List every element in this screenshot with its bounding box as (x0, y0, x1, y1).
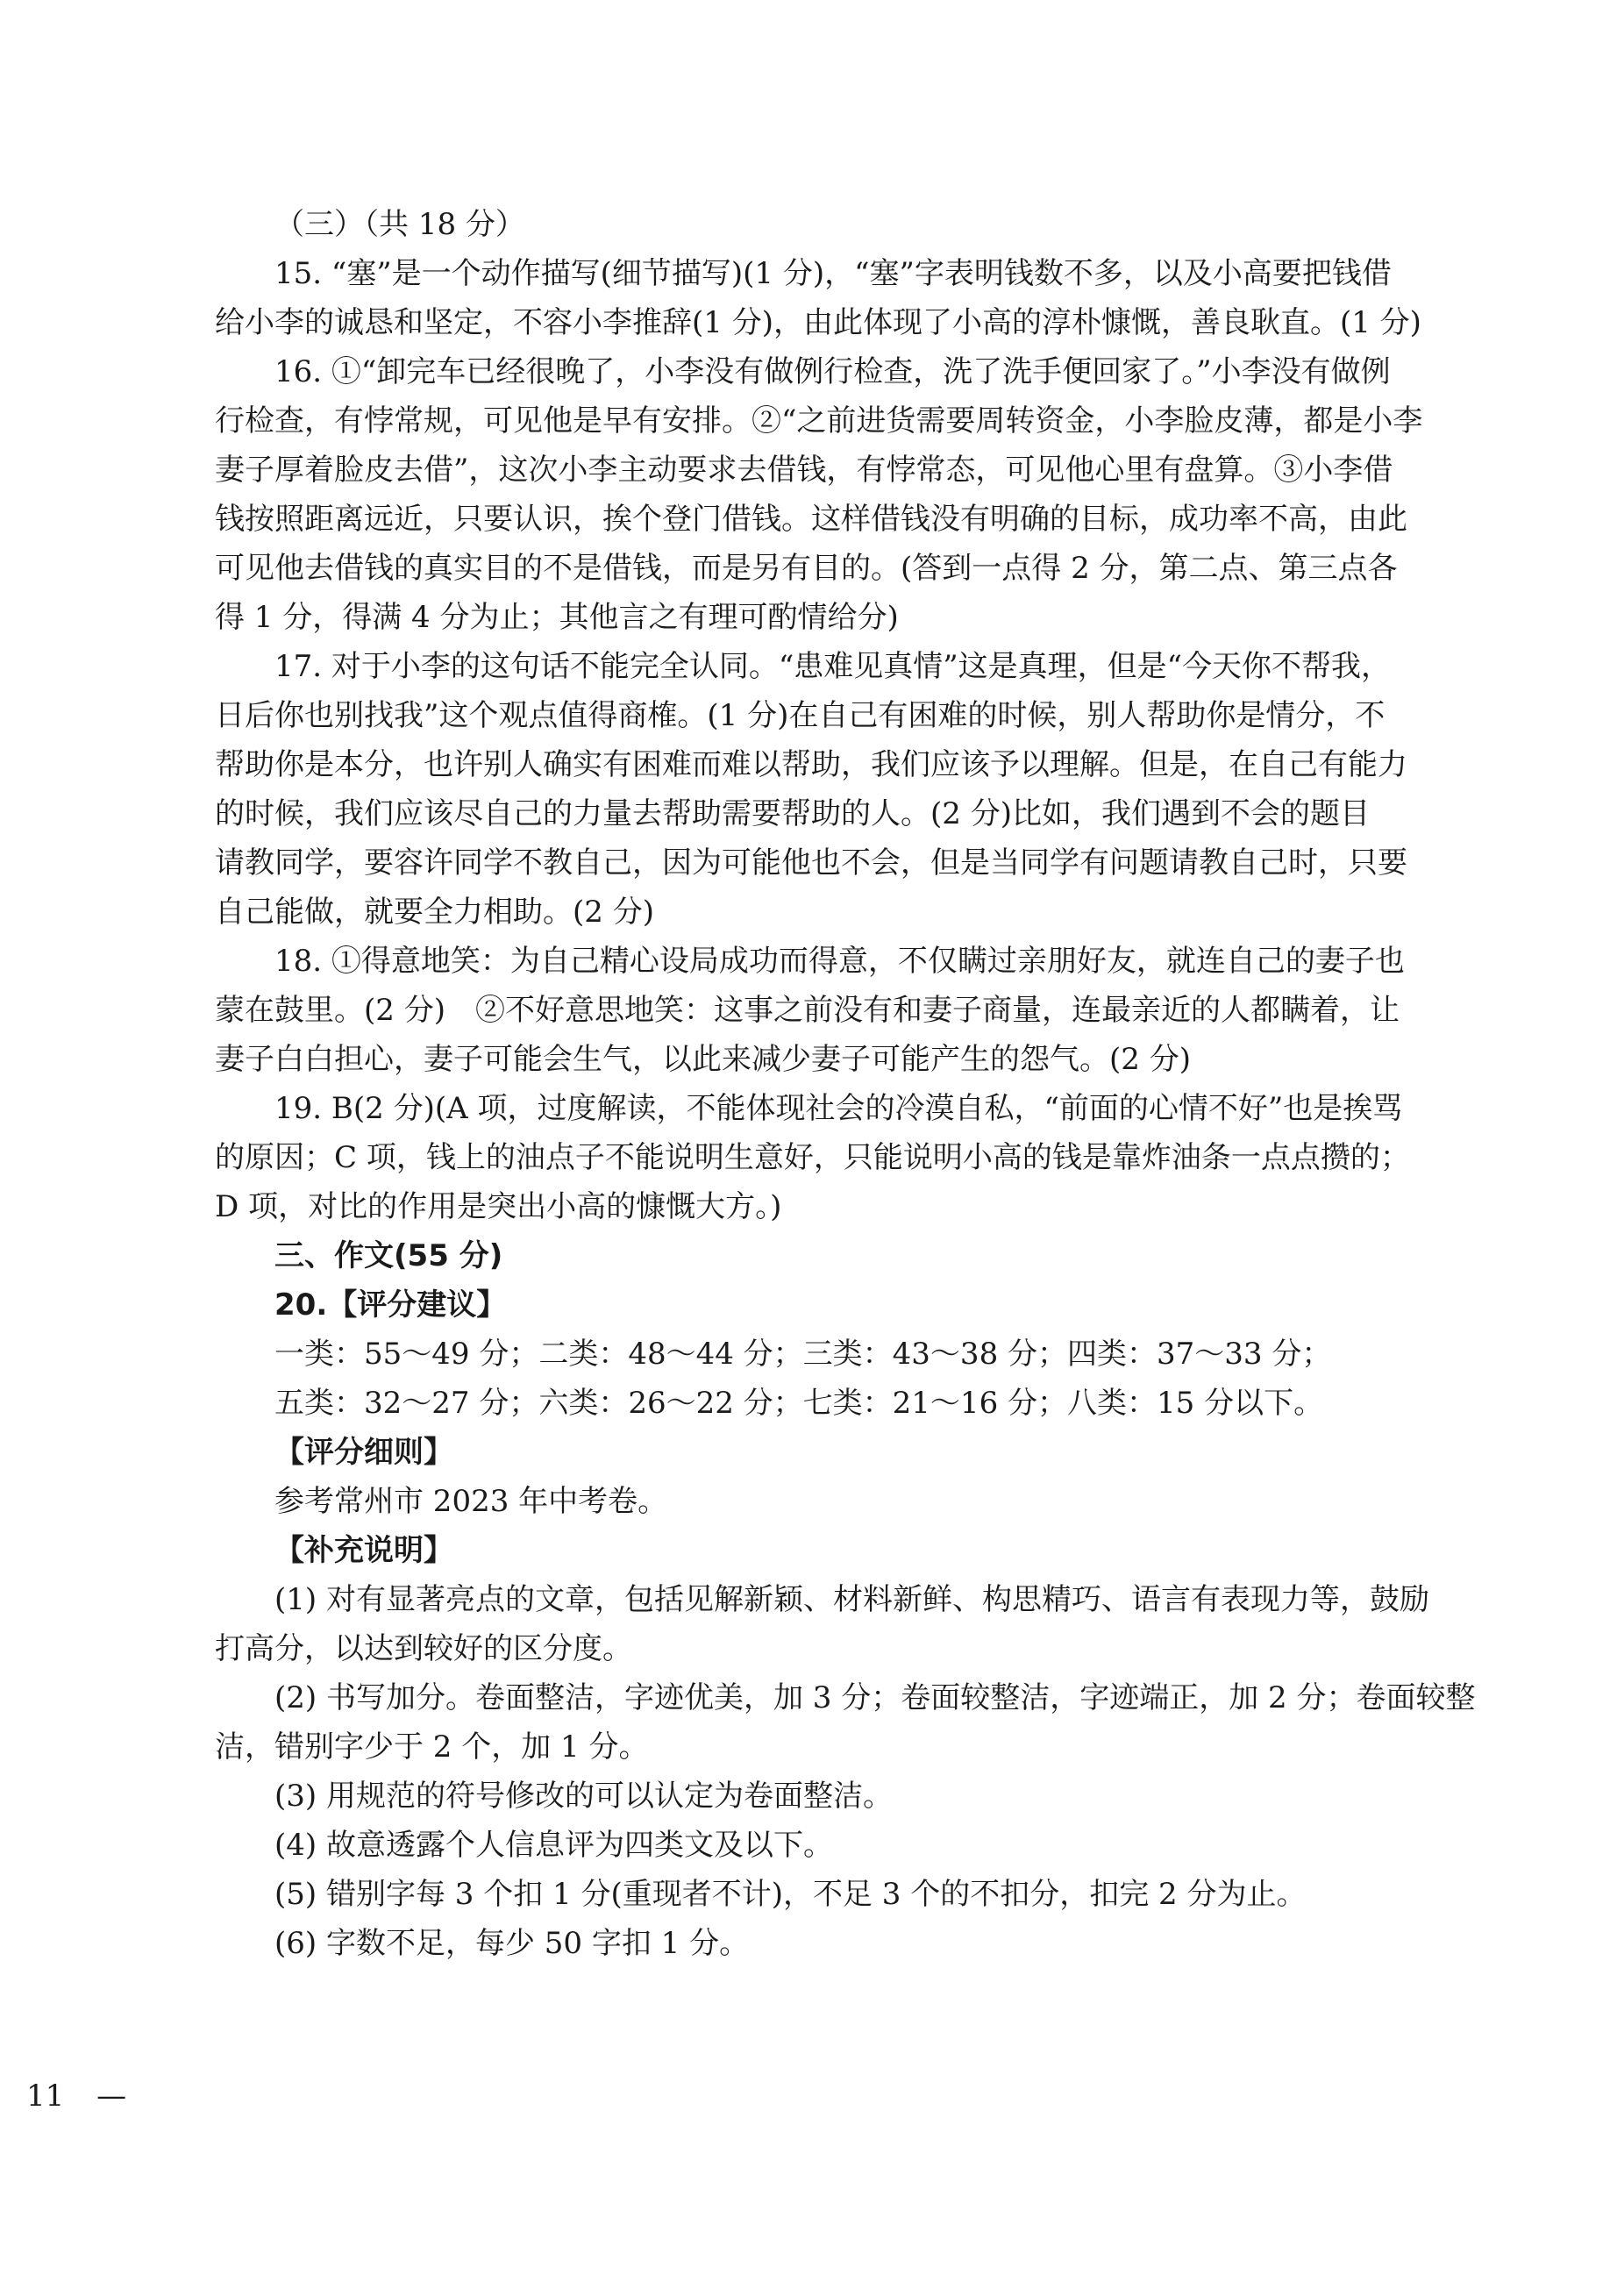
scoring-detail-header: 【评分细则】 (274, 1435, 453, 1470)
answer-19-line-3: D 项，对比的作用是突出小高的慷慨大方。) (215, 1189, 782, 1224)
note-4-line-1: (4) 故意透露个人信息评为四类文及以下。 (274, 1828, 833, 1863)
note-4 (215, 1821, 1441, 1870)
answer-16-line-5: 可见他去借钱的真实目的不是借钱，而是另有目的。(答到一点得 2 分，第二点、第三点各 (215, 551, 1398, 586)
answer-19 (215, 1084, 1441, 1231)
note-5-line-1: (5) 错别字每 3 个扣 1 分(重现者不计)，不足 3 个的不扣分，扣完 2 分为止。 (274, 1877, 1307, 1912)
note-1-line-2: 打高分，以达到较好的区分度。 (215, 1631, 632, 1666)
answer-17-line-2: 日后你也别找我”这个观点值得商榷。(1 分)在自己有困难的时候，别人帮助你是情分，不 (215, 698, 1385, 733)
note-3-line-1: (3) 用规范的符号修改的可以认定为卷面整洁。 (274, 1779, 893, 1814)
answer-15-line-2: 给小李的诚恳和坚定，不容小李推辞(1 分)，由此体现了小高的淳朴慷慨，善良耿直。(1 分) (215, 305, 1421, 340)
essay-scoring-suggestion-header: 20.【评分建议】 (274, 1287, 507, 1323)
answer-18-line-3: 妻子白白担心，妻子可能会生气，以此来减少妻子可能产生的怨气。(2 分) (215, 1042, 1191, 1077)
answer-15 (215, 249, 1441, 347)
note-2-line-2: 洁，错别字少于 2 个，加 1 分。 (215, 1729, 649, 1765)
answer-16-line-3: 妻子厚着脸皮去借”，这次小李主动要求去借钱，有悖常态，可见他心里有盘算。③小李借 (215, 453, 1393, 488)
supplement-header: 【补充说明】 (274, 1533, 453, 1568)
answer-17-line-6: 自己能做，就要全力相助。(2 分) (215, 895, 654, 930)
note-2 (215, 1673, 1476, 1772)
note-3 (215, 1772, 1441, 1821)
section-three-header: （三）（共 18 分） (274, 207, 525, 242)
answer-16-line-1: 16. ①“卸完车已经很晚了，小李没有做例行检查，洗了洗手便回家了。”小李没有做例 (274, 354, 1391, 389)
answer-16-line-4: 钱按照距离远近，只要认识，挨个登门借钱。这样借钱没有明确的目标，成功率不高，由此 (215, 502, 1407, 537)
footer-dash: — (96, 2079, 127, 2114)
answer-16-line-2: 行检查，有悖常规，可见他是早有安排。②“之前进货需要周转资金，小李脸皮薄，都是小李 (215, 403, 1423, 439)
answer-16 (215, 347, 1441, 642)
answer-17-line-5: 请教同学，要容许同学不教自己，因为可能他也不会，但是当同学有问题请教自己时，只要 (215, 845, 1407, 881)
answer-18-line-2: 蒙在鼓里。(2 分) ②不好意思地笑：这事之前没有和妻子商量，连最亲近的人都瞒着，让 (215, 993, 1400, 1028)
answer-16-line-6: 得 1 分，得满 4 分为止；其他言之有理可酌情给分) (215, 600, 899, 635)
answer-18-line-1: 18. ①得意地笑：为自己精心设局成功而得意，不仅瞒过亲朋好友，就连自己的妻子也 (274, 944, 1405, 979)
answer-17 (215, 642, 1441, 937)
grade-line-2: 五类：32～27 分；六类：26～22 分；七类：21～16 分；八类：15 分以下。 (274, 1386, 1324, 1421)
answer-17-line-3: 帮助你是本分，也许别人确实有困难而难以帮助，我们应该予以理解。但是，在自己有能力 (215, 747, 1407, 782)
answer-19-line-2: 的原因；C 项，钱上的油点子不能说明生意好，只能说明小高的钱是靠炸油条一点点攒的； (215, 1140, 1410, 1175)
answer-18 (215, 937, 1441, 1084)
page-footer (26, 2079, 126, 2114)
note-6 (215, 1919, 1441, 1968)
essay-section-header: 三、作文(55 分) (274, 1238, 503, 1273)
note-6-line-1: (6) 字数不足，每少 50 字扣 1 分。 (274, 1926, 750, 1961)
grade-line-1: 一类：55～49 分；二类：48～44 分；三类：43～38 分；四类：37～33 分； (274, 1337, 1332, 1372)
answer-17-line-4: 的时候，我们应该尽自己的力量去帮助需要帮助的人。(2 分)比如，我们遇到不会的题目 (215, 796, 1370, 831)
answer-19-line-1: 19. B(2 分)(A 项，过度解读，不能体现社会的冷漠自私，“前面的心情不好”也是挨骂 (274, 1091, 1403, 1126)
note-2-line-1: (2) 书写加分。卷面整洁，字迹优美，加 3 分；卷面较整洁，字迹端正，加 2 分；卷面较整 (274, 1680, 1476, 1715)
scoring-detail-text: 参考常州市 2023 年中考卷。 (274, 1484, 668, 1519)
note-5 (215, 1870, 1441, 1919)
answer-content (215, 200, 1476, 1968)
page-number: 11 (26, 2079, 65, 2114)
answer-15-line-1: 15. “塞”是一个动作描写(细节描写)(1 分)，“塞”字表明钱数不多，以及小高要把钱借 (274, 256, 1392, 291)
note-1 (215, 1575, 1441, 1673)
answer-17-line-1: 17. 对于小李的这句话不能完全认同。“患难见真情”这是真理，但是“今天你不帮我， (274, 649, 1392, 684)
note-1-line-1: (1) 对有显著亮点的文章，包括见解新颖、材料新鲜、构思精巧、语言有表现力等，鼓励 (274, 1582, 1429, 1617)
